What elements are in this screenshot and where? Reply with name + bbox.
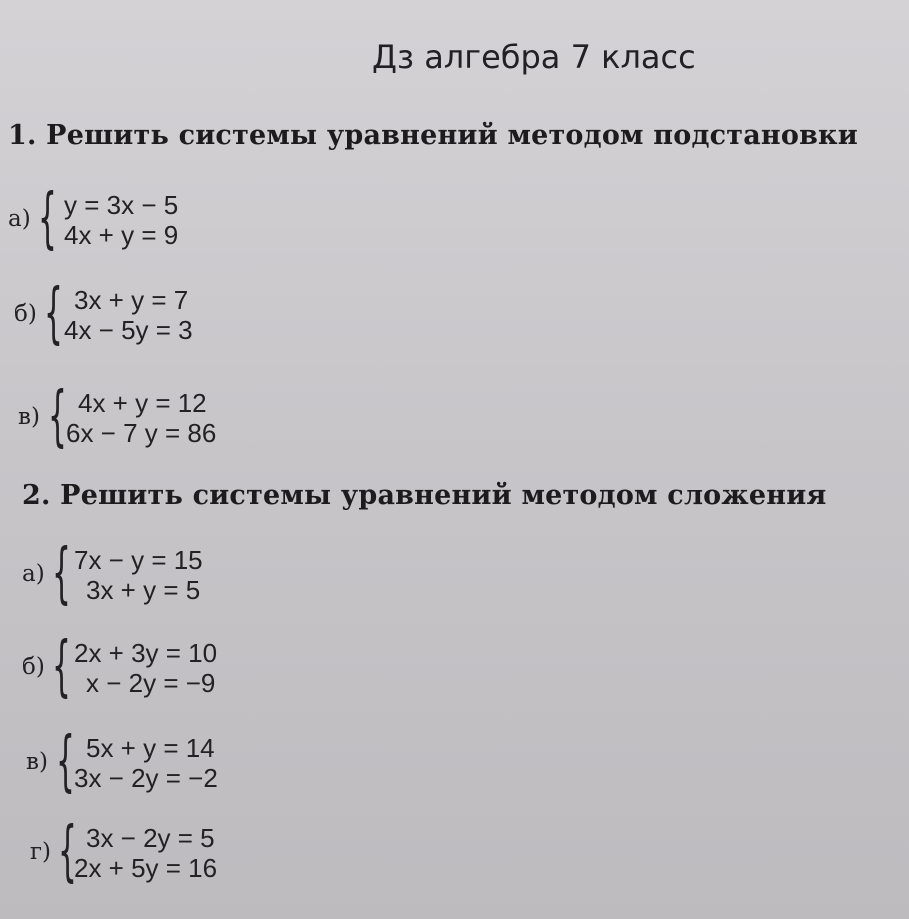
system-brace: { (48, 377, 67, 454)
page-title: Дз алгебра 7 класс (372, 38, 696, 76)
problem-label: в) (26, 749, 48, 775)
problem-label: а) (8, 206, 31, 232)
system-brace: { (44, 274, 63, 351)
equation-1: 4x + y = 12 (78, 388, 207, 418)
equation-2: 6x − 7 y = 86 (66, 418, 217, 448)
system-brace: { (52, 534, 71, 611)
problem-label: б) (22, 654, 45, 680)
equation-2: 4x − 5y = 3 (64, 315, 193, 345)
problem-label: г) (30, 839, 52, 865)
equation-2: 3x + y = 5 (86, 575, 201, 605)
equation-1: 5x + y = 14 (86, 733, 215, 763)
equation-2: x − 2y = −9 (86, 668, 216, 698)
equation-1: 2x + 3y = 10 (74, 638, 218, 668)
system-brace: { (58, 812, 77, 889)
problem-label: в) (18, 404, 40, 430)
equation-1: 3x + y = 7 (74, 285, 189, 315)
equation-2: 2x + 5y = 16 (74, 853, 218, 883)
equation-1: 3x − 2y = 5 (86, 823, 215, 853)
problem-label: б) (14, 301, 37, 327)
system-brace: { (52, 627, 71, 704)
system-brace: { (38, 179, 57, 256)
problem-label: а) (22, 561, 45, 587)
section-1-heading: 1. Решить системы уравнений методом подстановки (8, 120, 858, 151)
section-2-heading: 2. Решить системы уравнений методом сложения (22, 480, 827, 511)
equation-1: y = 3x − 5 (64, 190, 179, 220)
equation-2: 3x − 2y = −2 (74, 763, 218, 793)
equation-2: 4x + y = 9 (64, 220, 179, 250)
system-brace: { (56, 722, 75, 799)
equation-1: 7x − y = 15 (74, 545, 203, 575)
